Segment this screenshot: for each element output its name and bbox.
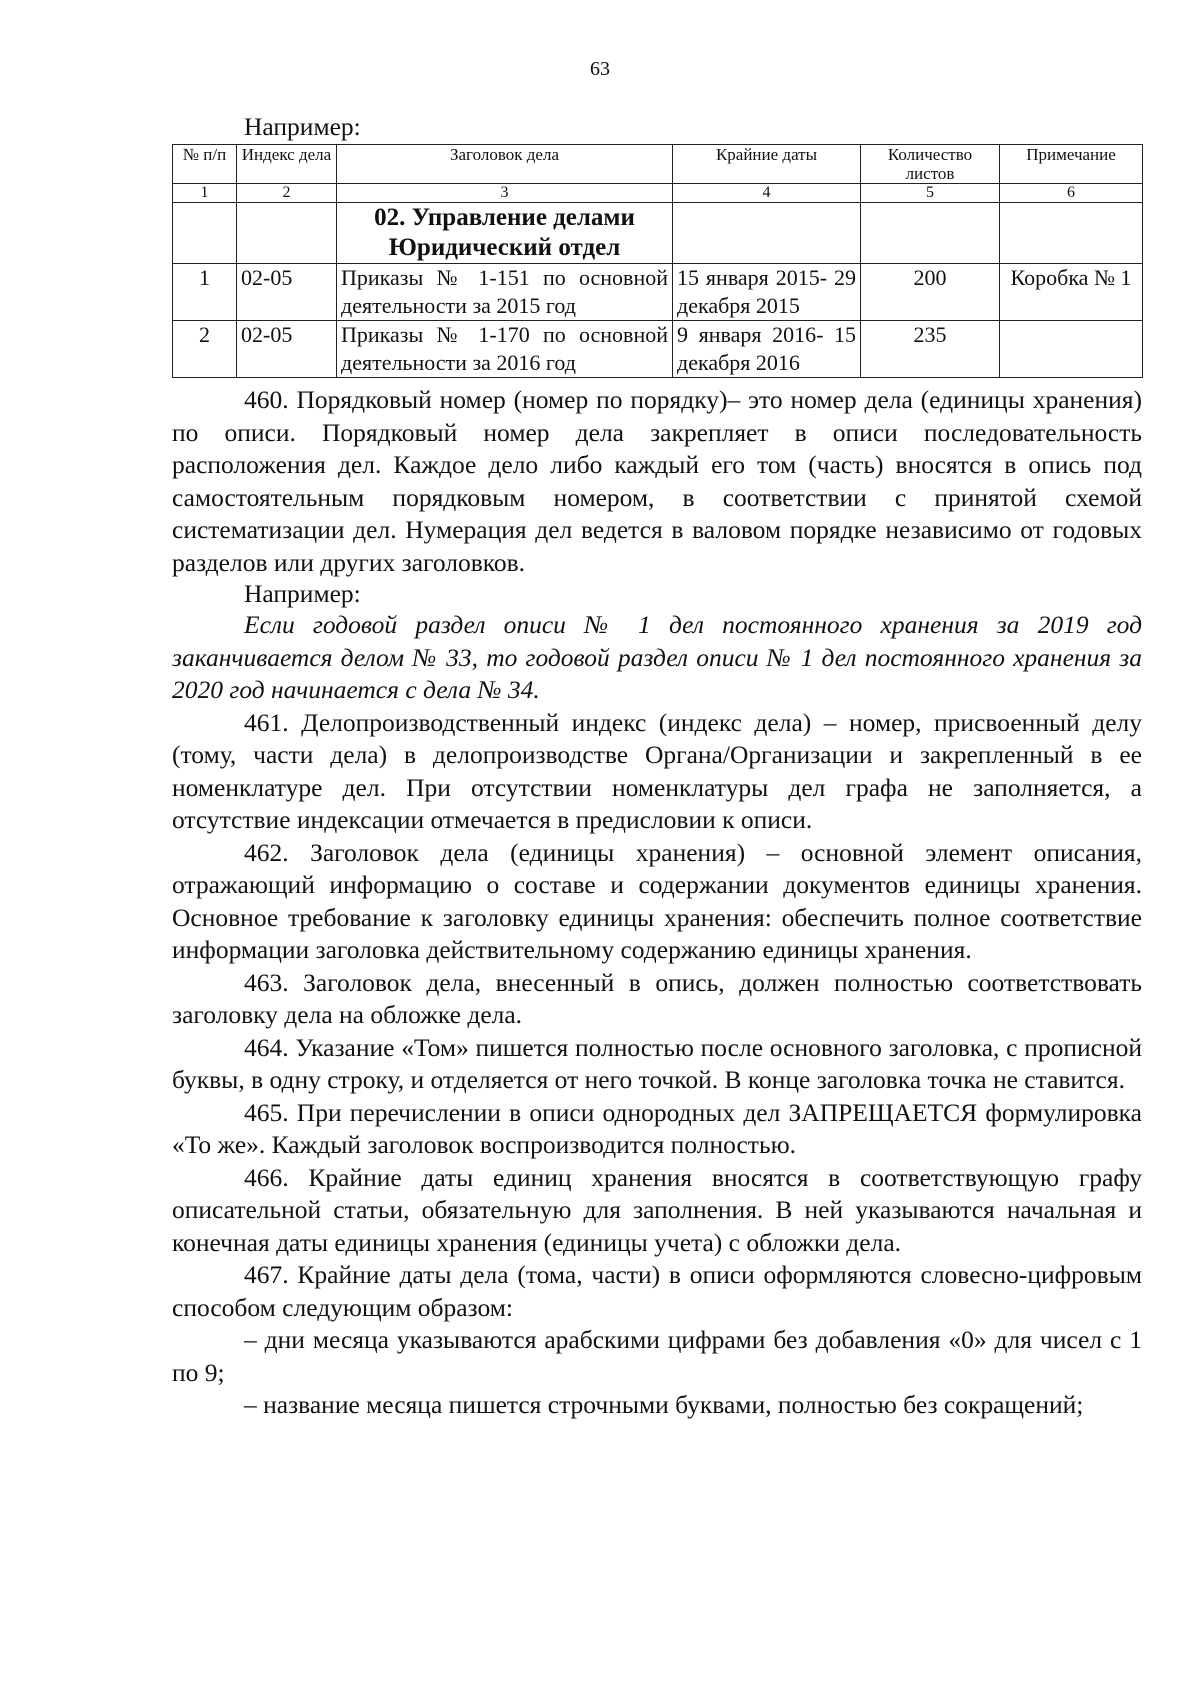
- paragraph-462: 462. Заголовок дела (единицы хранения) – основной элемент описания, отражающий информацию о составе и содержании документов единицы хранения. Основное требование к заголовку единицы хранения: обеспечить полное соответствие информации заголовка действительному содержанию единицы хранения.: [172, 837, 1142, 964]
- header-dates: Крайние даты: [673, 145, 861, 184]
- paragraph-461: 461. Делопроизводственный индекс (индекс дела) – номер, присвоенный делу (тому, части дела) в делопроизводстве Органа/Организации и закрепленный в ее номенклатуре дел. При отсутствии номенклатуры дел графа не заполняется, а отсутствие индексации отмечается в предисловии к описи.: [172, 707, 1142, 834]
- row-index: 02-05: [237, 264, 337, 321]
- row-title: Приказы № 1-151 по основной деятельности за 2015 год: [337, 264, 673, 321]
- section-title-line1: 02. Управление делами: [374, 204, 635, 231]
- table-header-row: [173, 145, 1143, 184]
- list-item-months: – название месяца пишется строчными буквами, полностью без сокращений;: [244, 1390, 1084, 1419]
- row-note: Коробка № 1: [1000, 264, 1143, 321]
- header-num: № п/п: [173, 145, 237, 184]
- row-title: Приказы № 1-170 по основной деятельности за 2016 год: [337, 321, 673, 378]
- row-dates: 9 января 2016- 15 декабря 2016: [673, 321, 861, 378]
- paragraph-463: 463. Заголовок дела, внесенный в опись, должен полностью соответствовать заголовку дела на обложке дела.: [172, 967, 1142, 1029]
- list-item-days: – дни месяца указываются арабскими цифрами без добавления «0» для чисел с 1 по 9;: [172, 1325, 1142, 1387]
- row-dates: 15 января 2015- 29 декабря 2015: [673, 264, 861, 321]
- section-row: [173, 203, 1143, 264]
- paragraph-464: 464. Указание «Том» пишется полностью после основного заголовка, с прописной буквы, в одну строку, и отделяется от него точкой. В конце заголовка точка не ставится.: [172, 1032, 1142, 1094]
- page-number: 63: [590, 58, 610, 80]
- column-number: 2: [237, 184, 337, 203]
- example-label: Например:: [244, 579, 361, 608]
- document-body: [172, 112, 1142, 1422]
- header-sheets: Количество листов: [861, 145, 1000, 184]
- row-note: [1000, 321, 1143, 378]
- table-row: [173, 264, 1143, 321]
- table-cell: [673, 203, 861, 264]
- table-cell: [237, 203, 337, 264]
- column-number: 6: [1000, 184, 1143, 203]
- row-num: 2: [173, 321, 237, 378]
- row-num: 1: [173, 264, 237, 321]
- section-title: [337, 203, 673, 264]
- header-title: Заголовок дела: [337, 145, 673, 184]
- header-note: Примечание: [1000, 145, 1143, 184]
- column-number: 3: [337, 184, 673, 203]
- column-number-row: [173, 184, 1143, 203]
- section-title-line2: Юридический отдел: [388, 234, 621, 261]
- header-index: Индекс дела: [237, 145, 337, 184]
- paragraph-467: 467. Крайние даты дела (тома, части) в описи оформляются словесно-цифровым способом следующим образом:: [172, 1260, 1142, 1322]
- intro-label: Например:: [244, 112, 361, 141]
- table-cell: [861, 203, 1000, 264]
- table-cell: [173, 203, 237, 264]
- column-number: 4: [673, 184, 861, 203]
- row-sheets: 200: [861, 264, 1000, 321]
- column-number: 1: [173, 184, 237, 203]
- table-row: [173, 321, 1143, 378]
- inventory-table: [172, 144, 1143, 378]
- paragraph-465: 465. При перечислении в описи однородных дел ЗАПРЕЩАЕТСЯ формулировка «То же». Каждый заголовок воспроизводится полностью.: [172, 1097, 1142, 1159]
- row-index: 02-05: [237, 321, 337, 378]
- example-text: Если годовой раздел описи № 1 дел постоянного хранения за 2019 год заканчивается делом № 33, то годовой раздел описи № 1 дел постоянного хранения за 2020 год начинается с дела № 34.: [172, 610, 1142, 704]
- paragraph-460: 460. Порядковый номер (номер по порядку)– это номер дела (единицы хранения) по описи. Порядковый номер дела закрепляет в описи последовательность расположения дел. Каждое дело либо каждый его том (часть) вносятся в опись под самостоятельным порядковым номером, в соответствии с принятой схемой систематизации дел. Нумерация дел ведется в валовом порядке независимо от годовых разделов или других заголовков.: [172, 385, 1142, 577]
- row-sheets: 235: [861, 321, 1000, 378]
- paragraph-466: 466. Крайние даты единиц хранения вносятся в соответствующую графу описательной статьи, обязательную для заполнения. В ней указываются начальная и конечная даты единицы хранения (единицы учета) с обложки дела.: [172, 1162, 1142, 1257]
- column-number: 5: [861, 184, 1000, 203]
- table-cell: [1000, 203, 1143, 264]
